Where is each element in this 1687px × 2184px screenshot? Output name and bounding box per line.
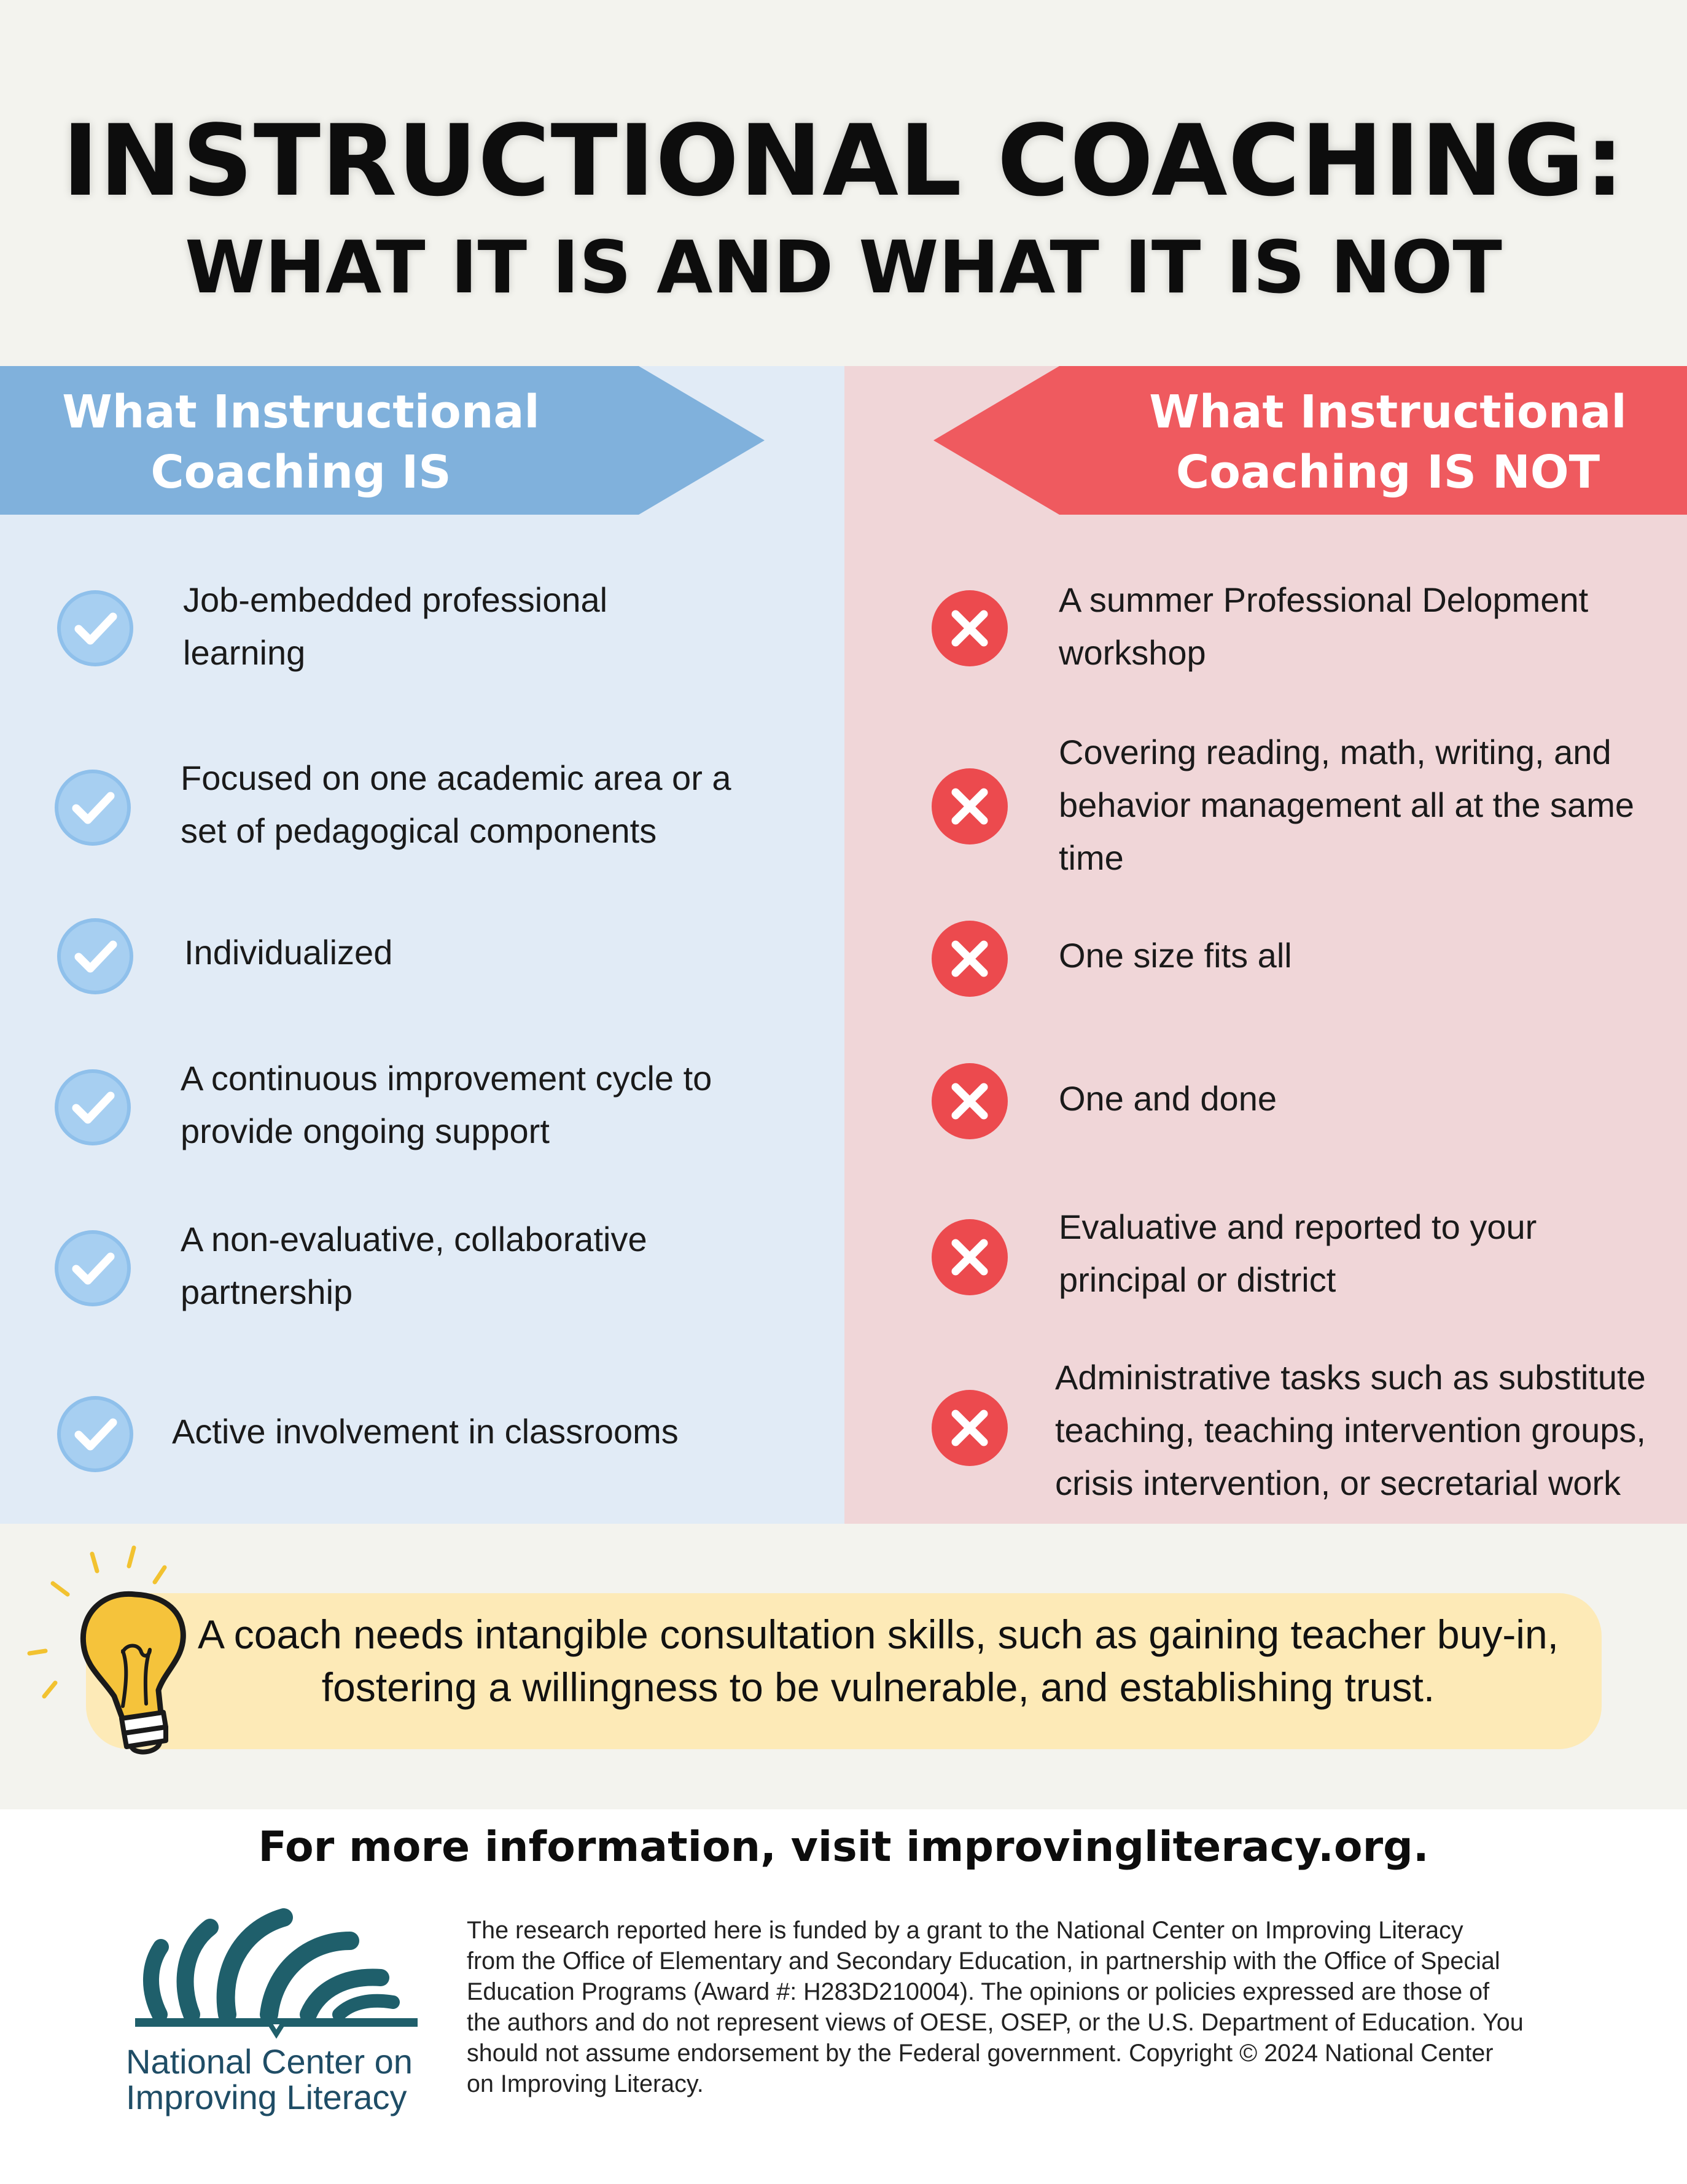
is-not-item-5-line2: principal or district: [1059, 1260, 1336, 1299]
ncil-logo: [123, 1898, 430, 2039]
x-circle-icon: [931, 1389, 1008, 1467]
is-not-item-3-line1: One size fits all: [1059, 936, 1292, 975]
is-not-item-1-line1: A summer Professional Delopment: [1059, 580, 1589, 619]
is-not-item-2-line3: time: [1059, 838, 1124, 877]
is-not-item-4-line1: One and done: [1059, 1079, 1277, 1118]
is-not-item-2: [1059, 726, 1679, 884]
check-circle-icon: [56, 918, 134, 995]
is-item-4-line2: provide ongoing support: [181, 1112, 550, 1150]
is-heading: [37, 382, 565, 502]
logo-text-line1: National Center on: [126, 2042, 413, 2081]
disclaimer-line: The research reported here is funded by a grant to the National Center on Improving Literacy: [467, 1917, 1463, 1944]
is-not-item-1: [1059, 574, 1673, 679]
check-circle-icon: [56, 1395, 134, 1473]
disclaimer-line: should not assume endorsement by the Federal government. Copyright © 2024 National Center: [467, 2040, 1494, 2067]
page-title: INSTRUCTIONAL COACHING:: [62, 103, 1625, 218]
is-not-item-6-line2: teaching, teaching intervention groups,: [1055, 1411, 1646, 1449]
is-heading-line2: Coaching IS: [150, 446, 451, 499]
is-not-item-1-line2: workshop: [1059, 633, 1206, 672]
is-item-1-line2: learning: [183, 633, 306, 672]
is-not-item-2-line1: Covering reading, math, writing, and: [1059, 733, 1611, 771]
is-not-item-5-line1: Evaluative and reported to your: [1059, 1207, 1537, 1246]
is-not-heading-line1: What Instructional: [1149, 386, 1627, 439]
check-circle-icon: [56, 590, 134, 667]
lightbulb-icon: [18, 1535, 203, 1757]
is-not-item-4: [1059, 1072, 1673, 1125]
logo-text-line2: Improving Literacy: [126, 2078, 407, 2116]
is-item-5-line1: A non-evaluative, collaborative: [181, 1220, 647, 1258]
check-circle-icon: [54, 769, 131, 846]
x-circle-icon: [931, 590, 1008, 667]
is-item-6: [172, 1405, 823, 1458]
is-item-2-line2: set of pedagogical components: [181, 811, 657, 850]
is-not-item-6-line3: crisis intervention, or secretarial work: [1055, 1464, 1621, 1502]
is-not-heading-line2: Coaching IS NOT: [1175, 446, 1600, 499]
x-circle-icon: [931, 1063, 1008, 1140]
more-info-text: For more information, visit improvingliteracy.org.: [258, 1823, 1429, 1871]
is-item-4: [181, 1052, 832, 1158]
x-circle-icon: [931, 768, 1008, 845]
is-item-1: [183, 574, 797, 679]
logo-text: [126, 2044, 445, 2115]
tip-text: [184, 1608, 1572, 1714]
is-not-item-6-line1: Administrative tasks such as substitute: [1055, 1358, 1646, 1397]
is-item-4-line1: A continuous improvement cycle to: [181, 1059, 712, 1098]
tip-text-line2: fostering a willingness to be vulnerable, and establishing trust.: [321, 1664, 1435, 1710]
page-subtitle: WHAT IT IS AND WHAT IT IS NOT: [185, 225, 1502, 310]
is-item-2: [181, 752, 832, 857]
funding-disclaimer: [467, 1915, 1560, 2099]
disclaimer-line: the authors and do not represent views of OESE, OSEP, or the U.S. Department of Education. You: [467, 2009, 1524, 2036]
is-not-item-5: [1059, 1201, 1673, 1306]
is-not-item-2-line2: behavior management all at the same: [1059, 786, 1634, 824]
tip-text-line1: A coach needs intangible consultation skills, such as gaining teacher buy-in,: [197, 1612, 1559, 1657]
disclaimer-line: Education Programs (Award #: H283D210004). The opinions or policies expressed are those of: [467, 1978, 1490, 2005]
check-circle-icon: [54, 1069, 131, 1146]
is-not-heading: [1099, 382, 1677, 502]
disclaimer-line: from the Office of Elementary and Secondary Education, in partnership with the Office of Special: [467, 1948, 1500, 1975]
is-item-3: [184, 926, 798, 979]
is-heading-line1: What Instructional: [62, 386, 540, 439]
is-not-item-6: [1055, 1351, 1685, 1510]
is-item-2-line1: Focused on one academic area or a: [181, 759, 731, 797]
x-circle-icon: [931, 1219, 1008, 1296]
is-item-3-line1: Individualized: [184, 933, 393, 972]
is-not-item-3: [1059, 929, 1673, 982]
is-item-5-line2: partnership: [181, 1273, 353, 1311]
is-item-5: [181, 1213, 832, 1319]
is-item-1-line1: Job-embedded professional: [183, 580, 608, 619]
is-item-6-line1: Active involvement in classrooms: [172, 1412, 679, 1451]
disclaimer-line: on Improving Literacy.: [467, 2070, 704, 2097]
x-circle-icon: [931, 920, 1008, 997]
check-circle-icon: [54, 1230, 131, 1307]
